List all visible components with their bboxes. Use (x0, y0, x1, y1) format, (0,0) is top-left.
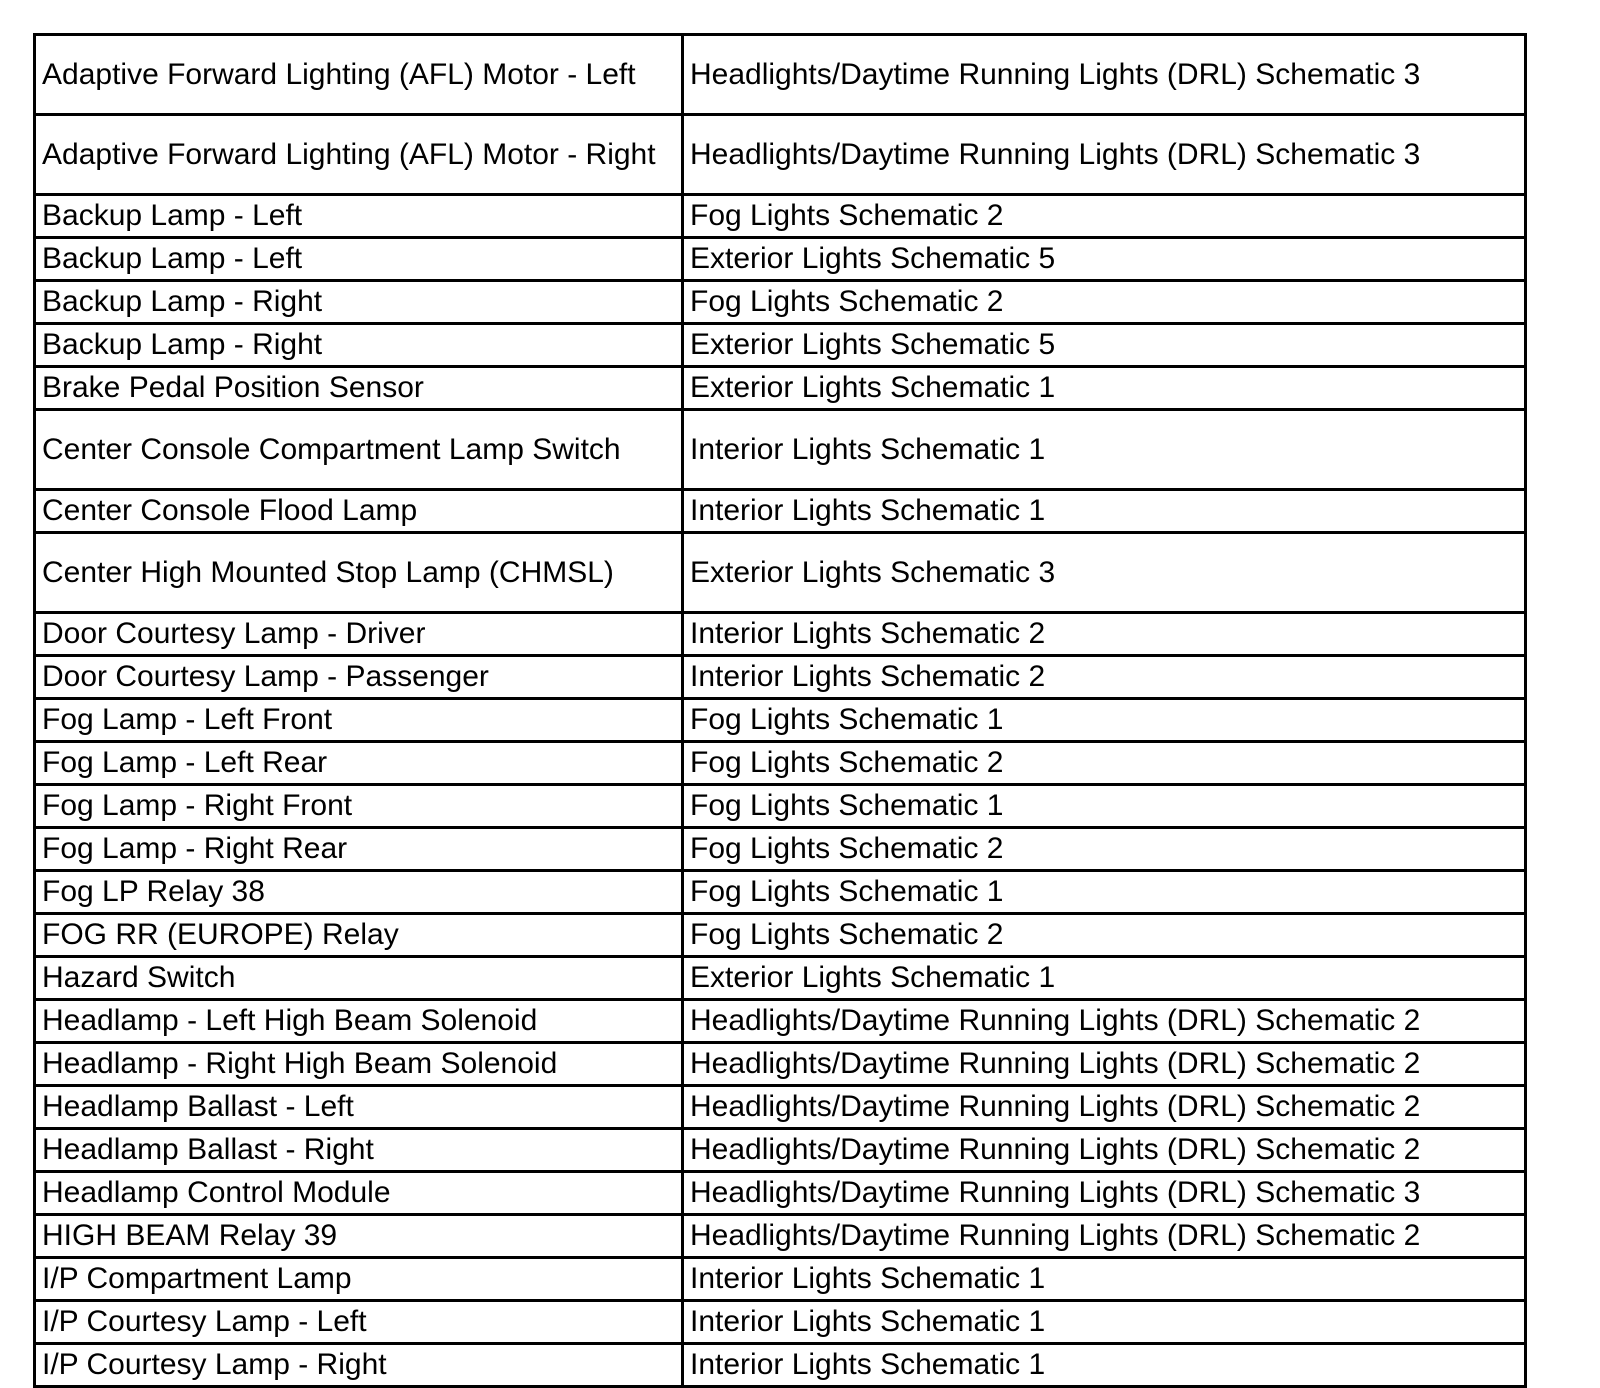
component-cell: Fog Lamp - Right Front (35, 785, 683, 828)
schematic-cell: Interior Lights Schematic 2 (683, 656, 1526, 699)
table-row (35, 871, 1526, 914)
table-row (35, 828, 1526, 871)
table-body (35, 35, 1526, 1387)
component-cell: Headlamp Control Module (35, 1172, 683, 1215)
component-cell: Center Console Flood Lamp (35, 490, 683, 533)
component-cell: I/P Courtesy Lamp - Right (35, 1344, 683, 1387)
table-row (35, 1043, 1526, 1086)
table-row (35, 490, 1526, 533)
component-cell: Hazard Switch (35, 957, 683, 1000)
table-row (35, 281, 1526, 324)
component-schematic-table (33, 33, 1527, 1388)
schematic-cell: Fog Lights Schematic 2 (683, 195, 1526, 238)
schematic-cell: Fog Lights Schematic 1 (683, 699, 1526, 742)
schematic-cell: Exterior Lights Schematic 5 (683, 324, 1526, 367)
table-row (35, 1258, 1526, 1301)
component-cell: Headlamp - Right High Beam Solenoid (35, 1043, 683, 1086)
component-cell: Fog Lamp - Right Rear (35, 828, 683, 871)
component-cell: HIGH BEAM Relay 39 (35, 1215, 683, 1258)
schematic-cell: Headlights/Daytime Running Lights (DRL) Schematic 2 (683, 1129, 1526, 1172)
schematic-cell: Headlights/Daytime Running Lights (DRL) Schematic 3 (683, 1172, 1526, 1215)
schematic-cell: Exterior Lights Schematic 1 (683, 367, 1526, 410)
schematic-cell: Headlights/Daytime Running Lights (DRL) Schematic 2 (683, 1000, 1526, 1043)
schematic-cell: Fog Lights Schematic 1 (683, 785, 1526, 828)
component-cell: Backup Lamp - Left (35, 238, 683, 281)
schematic-cell: Fog Lights Schematic 1 (683, 871, 1526, 914)
table-row (35, 957, 1526, 1000)
schematic-cell: Interior Lights Schematic 2 (683, 613, 1526, 656)
schematic-cell: Exterior Lights Schematic 5 (683, 238, 1526, 281)
table-row (35, 914, 1526, 957)
table-row (35, 656, 1526, 699)
component-cell: Headlamp Ballast - Right (35, 1129, 683, 1172)
schematic-cell: Interior Lights Schematic 1 (683, 1301, 1526, 1344)
table-row (35, 742, 1526, 785)
table-row (35, 1172, 1526, 1215)
component-cell: Adaptive Forward Lighting (AFL) Motor - Right (35, 115, 683, 195)
table-row (35, 1215, 1526, 1258)
schematic-cell: Headlights/Daytime Running Lights (DRL) Schematic 2 (683, 1043, 1526, 1086)
table-row (35, 367, 1526, 410)
component-cell: FOG RR (EUROPE) Relay (35, 914, 683, 957)
table-row (35, 324, 1526, 367)
component-cell: Adaptive Forward Lighting (AFL) Motor - Left (35, 35, 683, 115)
schematic-cell: Headlights/Daytime Running Lights (DRL) Schematic 3 (683, 35, 1526, 115)
component-cell: Center Console Compartment Lamp Switch (35, 410, 683, 490)
table-row (35, 1129, 1526, 1172)
schematic-cell: Interior Lights Schematic 1 (683, 1344, 1526, 1387)
component-cell: Headlamp - Left High Beam Solenoid (35, 1000, 683, 1043)
schematic-cell: Fog Lights Schematic 2 (683, 914, 1526, 957)
table-row (35, 1344, 1526, 1387)
schematic-cell: Interior Lights Schematic 1 (683, 490, 1526, 533)
component-cell: Fog LP Relay 38 (35, 871, 683, 914)
table-row (35, 1000, 1526, 1043)
component-cell: Fog Lamp - Left Rear (35, 742, 683, 785)
component-cell: I/P Compartment Lamp (35, 1258, 683, 1301)
component-cell: Backup Lamp - Right (35, 324, 683, 367)
table-row (35, 195, 1526, 238)
schematic-cell: Headlights/Daytime Running Lights (DRL) Schematic 2 (683, 1086, 1526, 1129)
component-cell: Backup Lamp - Right (35, 281, 683, 324)
table-row (35, 35, 1526, 115)
table-row (35, 1086, 1526, 1129)
component-cell: I/P Courtesy Lamp - Left (35, 1301, 683, 1344)
schematic-cell: Headlights/Daytime Running Lights (DRL) Schematic 3 (683, 115, 1526, 195)
component-cell: Headlamp Ballast - Left (35, 1086, 683, 1129)
table-row (35, 785, 1526, 828)
component-cell: Backup Lamp - Left (35, 195, 683, 238)
component-cell: Fog Lamp - Left Front (35, 699, 683, 742)
table-row (35, 613, 1526, 656)
component-cell: Center High Mounted Stop Lamp (CHMSL) (35, 533, 683, 613)
table-row (35, 238, 1526, 281)
table-row (35, 533, 1526, 613)
schematic-cell: Exterior Lights Schematic 1 (683, 957, 1526, 1000)
table-row (35, 410, 1526, 490)
table-row (35, 699, 1526, 742)
component-cell: Door Courtesy Lamp - Passenger (35, 656, 683, 699)
schematic-cell: Interior Lights Schematic 1 (683, 1258, 1526, 1301)
component-cell: Door Courtesy Lamp - Driver (35, 613, 683, 656)
schematic-cell: Interior Lights Schematic 1 (683, 410, 1526, 490)
schematic-cell: Fog Lights Schematic 2 (683, 742, 1526, 785)
schematic-cell: Exterior Lights Schematic 3 (683, 533, 1526, 613)
schematic-cell: Fog Lights Schematic 2 (683, 828, 1526, 871)
table-row (35, 1301, 1526, 1344)
schematic-cell: Headlights/Daytime Running Lights (DRL) Schematic 2 (683, 1215, 1526, 1258)
component-cell: Brake Pedal Position Sensor (35, 367, 683, 410)
schematic-cell: Fog Lights Schematic 2 (683, 281, 1526, 324)
table-row (35, 115, 1526, 195)
